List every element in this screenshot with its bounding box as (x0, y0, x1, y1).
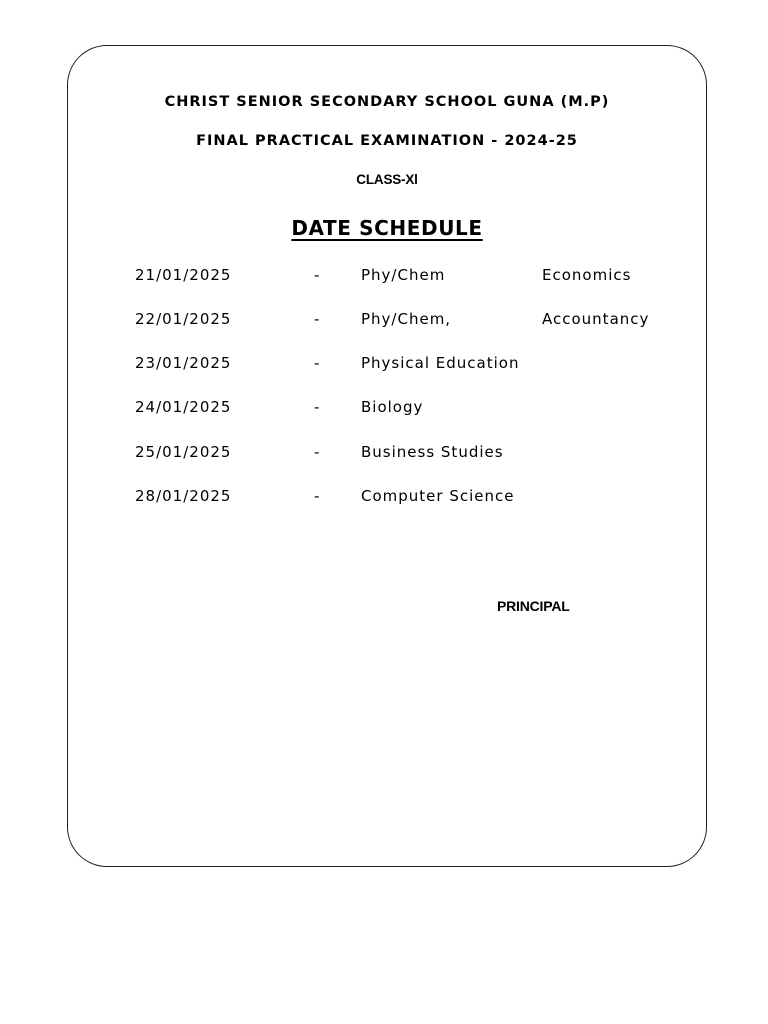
exam-title: FINAL PRACTICAL EXAMINATION - 2024-25 (196, 133, 578, 149)
class-label: CLASS-Xl (356, 172, 418, 187)
schedule-extra-subject: Accountancy (542, 310, 650, 328)
schedule-separator: - (314, 266, 321, 284)
schedule-heading (67, 216, 707, 240)
schedule-extra-subject: Economics (542, 266, 632, 284)
schedule-row (0, 443, 768, 465)
schedule-heading-text: DATE SCHEDULE (291, 216, 483, 240)
schedule-separator: - (314, 354, 321, 372)
schedule-subject: Biology (361, 398, 424, 416)
schedule-subject: Business Studies (361, 443, 504, 461)
schedule-subject: Physical Education (361, 354, 520, 372)
school-name: CHRIST SENIOR SECONDARY SCHOOL GUNA (M.P) (164, 94, 610, 110)
schedule-separator: - (314, 310, 321, 328)
schedule-subject: Phy/Chem, (361, 310, 452, 328)
schedule-row (0, 266, 768, 288)
schedule-separator: - (314, 487, 321, 505)
schedule-subject: Computer Science (361, 487, 515, 505)
schedule-separator: - (314, 443, 321, 461)
schedule-row (0, 310, 768, 332)
schedule-row (0, 354, 768, 376)
schedule-date: 21/01/2025 (135, 266, 232, 284)
schedule-separator: - (314, 398, 321, 416)
principal-signatory: PRINCIPAL (497, 598, 570, 614)
schedule-date: 24/01/2025 (135, 398, 232, 416)
schedule-date: 28/01/2025 (135, 487, 232, 505)
schedule-date: 22/01/2025 (135, 310, 232, 328)
schedule-row (0, 487, 768, 509)
schedule-row (0, 398, 768, 420)
schedule-subject: Phy/Chem (361, 266, 446, 284)
schedule-date: 23/01/2025 (135, 354, 232, 372)
schedule-date: 25/01/2025 (135, 443, 232, 461)
